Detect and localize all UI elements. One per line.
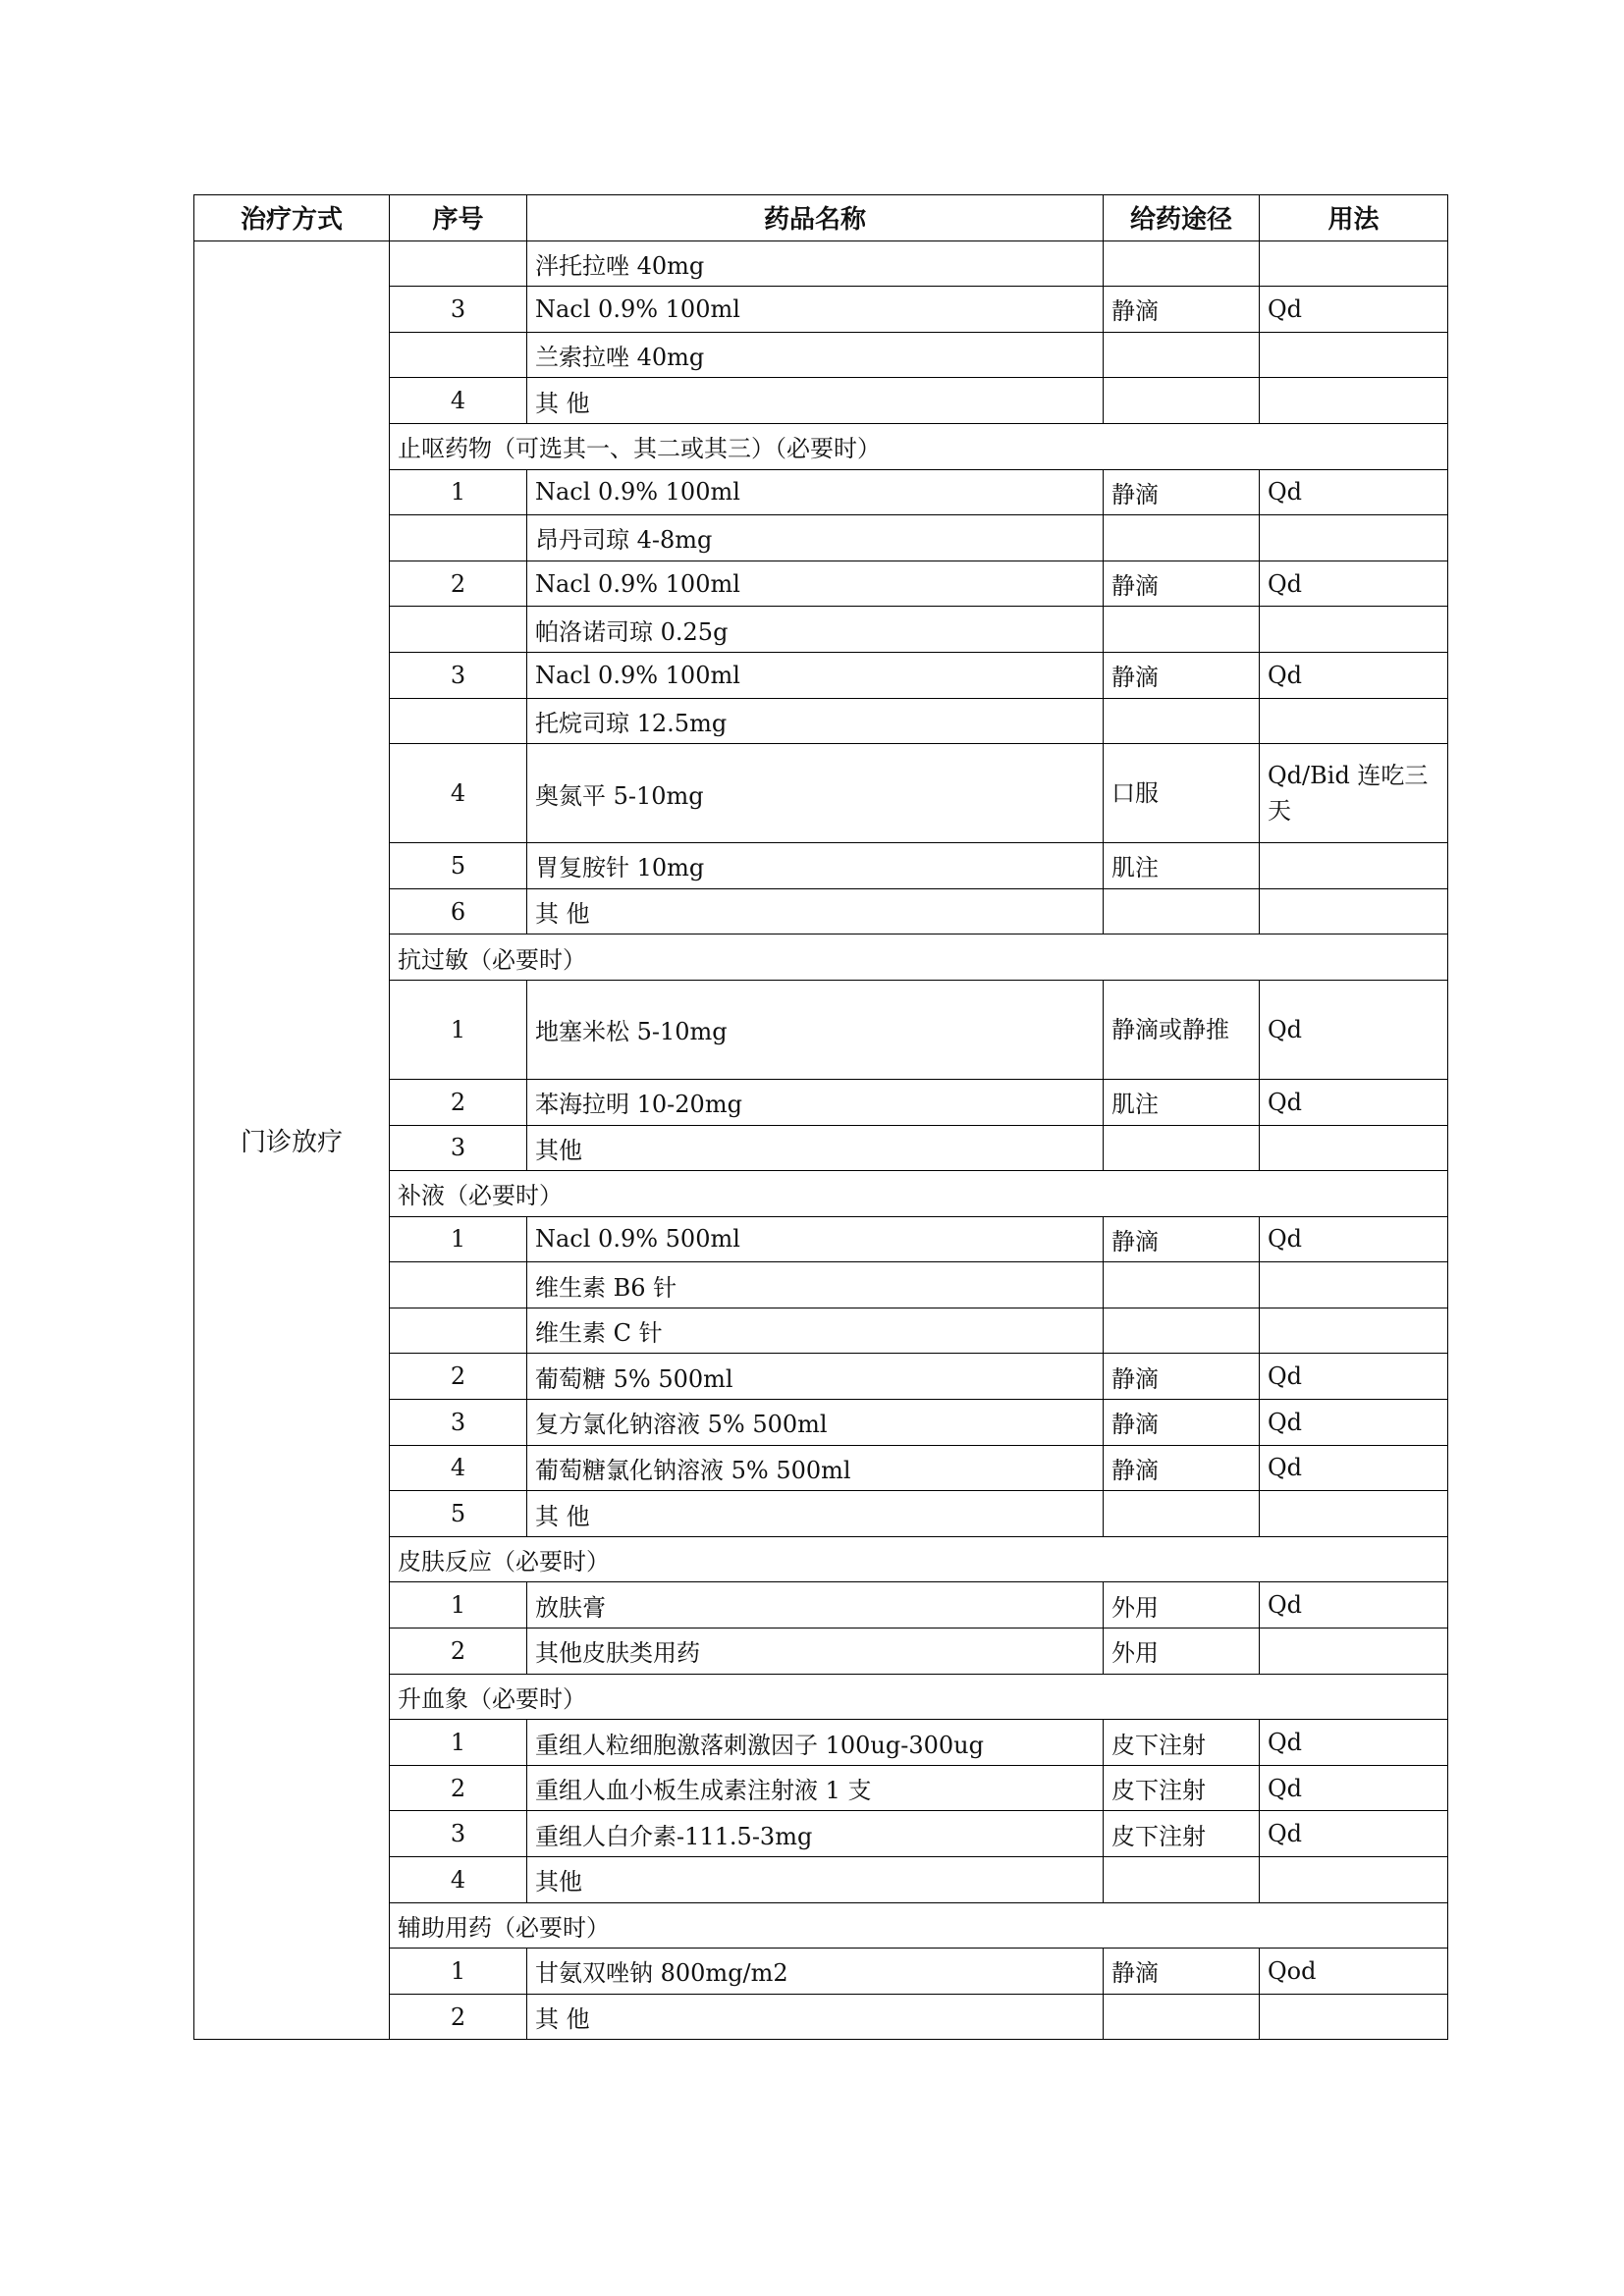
drug-usage: Qd	[1260, 469, 1448, 515]
drug-route	[1104, 1262, 1260, 1308]
drug-route	[1104, 1491, 1260, 1537]
drug-usage: Qd	[1260, 1765, 1448, 1811]
drug-route: 皮下注射	[1104, 1811, 1260, 1857]
drug-usage	[1260, 378, 1448, 424]
header-treatment-method: 治疗方式	[194, 195, 390, 241]
drug-usage	[1260, 888, 1448, 934]
drug-name: 其他	[527, 1857, 1104, 1903]
table-header-row	[194, 195, 1448, 241]
drug-usage: Qd	[1260, 1445, 1448, 1491]
drug-usage	[1260, 1491, 1448, 1537]
drug-route	[1104, 1857, 1260, 1903]
drug-usage	[1260, 240, 1448, 287]
drug-number: 1	[390, 469, 527, 515]
drug-name: 重组人粒细胞激落刺激因子 100ug-300ug	[527, 1720, 1104, 1766]
drug-name: 托烷司琼 12.5mg	[527, 698, 1104, 744]
drug-name: 其 他	[527, 378, 1104, 424]
section-title: 升血象（必要时）	[390, 1674, 1448, 1720]
section-title: 止呕药物（可选其一、其二或其三）（必要时）	[390, 423, 1448, 469]
drug-number: 3	[390, 1125, 527, 1171]
section-title: 辅助用药（必要时）	[390, 1902, 1448, 1949]
drug-number: 1	[390, 1949, 527, 1995]
drug-usage	[1260, 1994, 1448, 2040]
drug-usage	[1260, 843, 1448, 889]
drug-number	[390, 698, 527, 744]
drug-number: 1	[390, 1720, 527, 1766]
drug-route	[1104, 698, 1260, 744]
drug-usage	[1260, 515, 1448, 561]
drug-usage	[1260, 1262, 1448, 1308]
drug-number: 1	[390, 1582, 527, 1629]
drug-route: 肌注	[1104, 1079, 1260, 1125]
drug-route: 静滴	[1104, 1445, 1260, 1491]
header-drug-name: 药品名称	[527, 195, 1104, 241]
header-number: 序号	[390, 195, 527, 241]
drug-name: 重组人白介素-111.5-3mg	[527, 1811, 1104, 1857]
drug-name: 复方氯化钠溶液 5% 500ml	[527, 1400, 1104, 1446]
drug-number	[390, 1262, 527, 1308]
drug-number: 4	[390, 378, 527, 424]
drug-route	[1104, 1994, 1260, 2040]
drug-route: 皮下注射	[1104, 1765, 1260, 1811]
drug-name: 维生素 B6 针	[527, 1262, 1104, 1308]
drug-usage: Qd	[1260, 652, 1448, 698]
drug-name: 其 他	[527, 1994, 1104, 2040]
drug-route	[1104, 888, 1260, 934]
drug-route: 静滴	[1104, 652, 1260, 698]
drug-route: 口服	[1104, 744, 1260, 843]
drug-route: 静滴	[1104, 561, 1260, 607]
drug-number	[390, 1308, 527, 1354]
drug-route: 静滴	[1104, 1949, 1260, 1995]
drug-route: 静滴	[1104, 1216, 1260, 1262]
drug-name: 苯海拉明 10-20mg	[527, 1079, 1104, 1125]
drug-name: 胃复胺针 10mg	[527, 843, 1104, 889]
drug-number: 6	[390, 888, 527, 934]
drug-number	[390, 607, 527, 653]
drug-name: 维生素 C 针	[527, 1308, 1104, 1354]
drug-number: 2	[390, 561, 527, 607]
drug-usage: Qd/Bid 连吃三天	[1260, 744, 1448, 843]
drug-route: 静滴	[1104, 1354, 1260, 1400]
drug-usage: Qd	[1260, 1216, 1448, 1262]
drug-name: 葡萄糖 5% 500ml	[527, 1354, 1104, 1400]
drug-name: 放肤膏	[527, 1582, 1104, 1629]
drug-number: 5	[390, 843, 527, 889]
drug-usage: Qd	[1260, 561, 1448, 607]
drug-usage: Qd	[1260, 1400, 1448, 1446]
drug-route: 皮下注射	[1104, 1720, 1260, 1766]
drug-usage	[1260, 698, 1448, 744]
drug-name: Nacl 0.9% 100ml	[527, 652, 1104, 698]
drug-name: 兰索拉唑 40mg	[527, 332, 1104, 378]
drug-number: 4	[390, 1445, 527, 1491]
drug-name: Nacl 0.9% 100ml	[527, 287, 1104, 333]
drug-name: 地塞米松 5-10mg	[527, 980, 1104, 1079]
drug-number: 4	[390, 1857, 527, 1903]
drug-name: 其他	[527, 1125, 1104, 1171]
drug-number: 3	[390, 652, 527, 698]
drug-route	[1104, 332, 1260, 378]
drug-number: 2	[390, 1994, 527, 2040]
drug-number: 3	[390, 1400, 527, 1446]
table-body	[194, 240, 1448, 2040]
drug-route: 肌注	[1104, 843, 1260, 889]
drug-name: Nacl 0.9% 100ml	[527, 561, 1104, 607]
drug-name: 葡萄糖氯化钠溶液 5% 500ml	[527, 1445, 1104, 1491]
header-usage: 用法	[1260, 195, 1448, 241]
drug-usage: Qd	[1260, 287, 1448, 333]
drug-route	[1104, 378, 1260, 424]
drug-usage	[1260, 1125, 1448, 1171]
drug-route	[1104, 1308, 1260, 1354]
drug-usage: Qd	[1260, 1720, 1448, 1766]
section-title: 补液（必要时）	[390, 1171, 1448, 1217]
drug-usage: Qod	[1260, 1949, 1448, 1995]
drug-number: 2	[390, 1354, 527, 1400]
drug-usage: Qd	[1260, 1582, 1448, 1629]
drug-number: 2	[390, 1079, 527, 1125]
drug-number: 1	[390, 980, 527, 1079]
drug-route: 静滴或静推	[1104, 980, 1260, 1079]
header-route: 给药途径	[1104, 195, 1260, 241]
drug-usage: Qd	[1260, 1354, 1448, 1400]
drug-number: 2	[390, 1629, 527, 1675]
drug-name: 泮托拉唑 40mg	[527, 240, 1104, 287]
drug-route: 静滴	[1104, 1400, 1260, 1446]
drug-route: 外用	[1104, 1582, 1260, 1629]
drug-number	[390, 515, 527, 561]
drug-route: 静滴	[1104, 469, 1260, 515]
drug-route	[1104, 240, 1260, 287]
section-title: 抗过敏（必要时）	[390, 934, 1448, 981]
drug-usage: Qd	[1260, 1811, 1448, 1857]
drug-usage	[1260, 1857, 1448, 1903]
medication-table	[193, 194, 1448, 2040]
drug-name: 其他皮肤类用药	[527, 1629, 1104, 1675]
drug-number	[390, 332, 527, 378]
drug-name: 昂丹司琼 4-8mg	[527, 515, 1104, 561]
drug-number	[390, 240, 527, 287]
drug-name: 其 他	[527, 1491, 1104, 1537]
section-title: 皮肤反应（必要时）	[390, 1536, 1448, 1582]
drug-name: 帕洛诺司琼 0.25g	[527, 607, 1104, 653]
drug-name: 其 他	[527, 888, 1104, 934]
drug-route	[1104, 607, 1260, 653]
drug-number: 3	[390, 1811, 527, 1857]
drug-usage	[1260, 332, 1448, 378]
drug-route	[1104, 1125, 1260, 1171]
drug-number: 2	[390, 1765, 527, 1811]
treatment-method-cell: 门诊放疗	[194, 240, 390, 2040]
drug-number: 3	[390, 287, 527, 333]
drug-route	[1104, 515, 1260, 561]
drug-usage	[1260, 607, 1448, 653]
drug-name: 重组人血小板生成素注射液 1 支	[527, 1765, 1104, 1811]
drug-usage	[1260, 1308, 1448, 1354]
table-row	[194, 240, 1448, 287]
drug-number: 5	[390, 1491, 527, 1537]
drug-usage: Qd	[1260, 980, 1448, 1079]
drug-name: Nacl 0.9% 500ml	[527, 1216, 1104, 1262]
drug-usage: Qd	[1260, 1079, 1448, 1125]
drug-name: 奥氮平 5-10mg	[527, 744, 1104, 843]
drug-route: 静滴	[1104, 287, 1260, 333]
drug-number: 1	[390, 1216, 527, 1262]
drug-usage	[1260, 1629, 1448, 1675]
drug-number: 4	[390, 744, 527, 843]
drug-route: 外用	[1104, 1629, 1260, 1675]
drug-name: 甘氨双唑钠 800mg/m2	[527, 1949, 1104, 1995]
drug-name: Nacl 0.9% 100ml	[527, 469, 1104, 515]
